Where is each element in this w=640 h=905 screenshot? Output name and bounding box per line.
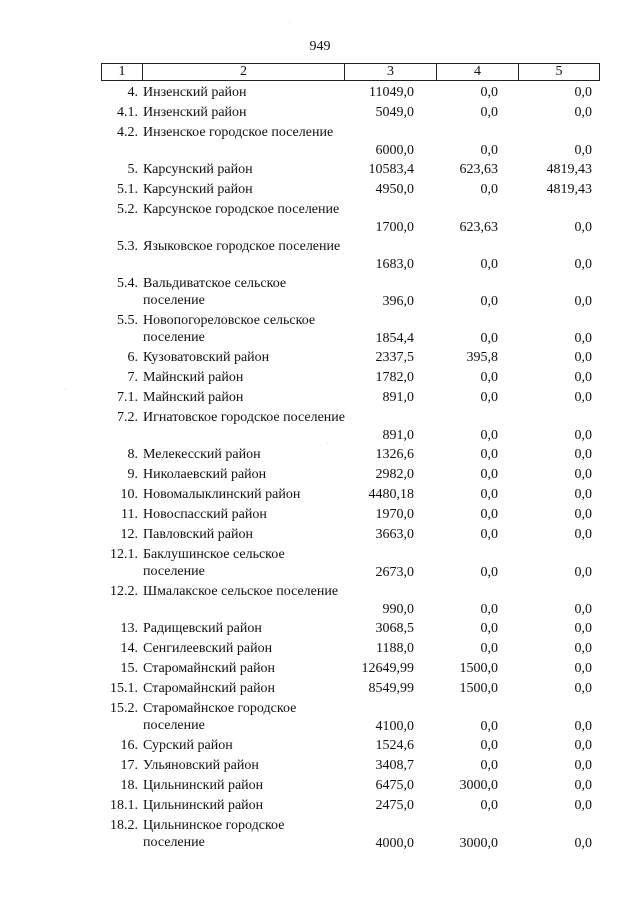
row-value-col5: 0,0	[574, 758, 592, 773]
header-col-2: 2	[143, 64, 345, 80]
row-name: Старомайнский район	[143, 661, 276, 676]
row-name: Николаевский район	[143, 467, 267, 482]
table-row	[0, 757, 640, 777]
row-value-col5: 0,0	[574, 565, 592, 580]
row-value-col5: 0,0	[574, 257, 592, 272]
row-value-col5: 0,0	[574, 507, 592, 522]
table-row	[0, 546, 640, 583]
row-number: 12.1.	[110, 547, 138, 562]
table-row	[0, 238, 640, 275]
row-name: Карсунское городское поселение	[143, 202, 340, 217]
row-value-col4: 1500,0	[459, 661, 498, 676]
row-value-col5: 0,0	[574, 798, 592, 813]
row-value-col3: 2475,0	[375, 798, 414, 813]
row-value-col3: 12649,99	[361, 661, 414, 676]
row-value-col3: 4000,0	[375, 836, 414, 851]
row-number: 9.	[127, 467, 138, 482]
table-row	[0, 84, 640, 104]
row-name: Инзенский район	[143, 105, 247, 120]
row-value-col3: 4950,0	[375, 182, 414, 197]
row-value-col3: 1970,0	[375, 507, 414, 522]
row-value-col4: 0,0	[480, 507, 498, 522]
row-number: 10.	[120, 487, 138, 502]
table-row	[0, 680, 640, 700]
row-value-col4: 0,0	[480, 182, 498, 197]
header-col-5: 5	[555, 64, 563, 79]
row-name: Сенгилеевский район	[143, 641, 273, 656]
row-value-col3: 1524,6	[375, 738, 414, 753]
table-row	[0, 275, 640, 312]
row-value-col3: 891,0	[382, 428, 414, 443]
row-value-col4: 0,0	[480, 257, 498, 272]
row-value-col5: 0,0	[574, 641, 592, 656]
table-row	[0, 526, 640, 546]
row-value-col4: 0,0	[480, 143, 498, 158]
row-name: Майнский район	[143, 390, 244, 405]
row-value-col5: 0,0	[574, 467, 592, 482]
table-row	[0, 201, 640, 238]
row-number: 5.5.	[117, 313, 138, 328]
row-value-col3: 2673,0	[375, 565, 414, 580]
row-name: Баклушинское сельское поселение	[143, 547, 285, 579]
table-row	[0, 700, 640, 737]
row-value-col3: 2982,0	[375, 467, 414, 482]
row-value-col5: 4819,43	[546, 162, 592, 177]
table-row	[0, 104, 640, 124]
row-value-col3: 3068,5	[375, 621, 414, 636]
row-value-col4: 1500,0	[459, 681, 498, 696]
row-number: 7.1.	[117, 390, 138, 405]
table-row	[0, 369, 640, 389]
row-value-col5: 0,0	[574, 331, 592, 346]
row-value-col3: 1700,0	[375, 220, 414, 235]
row-value-col3: 2337,5	[375, 350, 414, 365]
row-number: 5.	[127, 162, 138, 177]
row-value-col5: 0,0	[574, 836, 592, 851]
header-col-1: 1	[102, 64, 143, 80]
row-value-col4: 0,0	[480, 370, 498, 385]
table-row	[0, 312, 640, 349]
scan-speck: ·	[64, 387, 66, 393]
table-body	[0, 84, 640, 854]
row-value-col3: 10583,4	[368, 162, 414, 177]
row-name: Старомайнское городское поселение	[143, 701, 297, 733]
row-value-col5: 0,0	[574, 294, 592, 309]
row-value-col4: 0,0	[480, 85, 498, 100]
row-value-col4: 3000,0	[459, 778, 498, 793]
row-value-col5: 0,0	[574, 105, 592, 120]
table-header	[101, 63, 600, 81]
row-name: Карсунский район	[143, 182, 253, 197]
table-row	[0, 777, 640, 797]
row-name: Новоспасский район	[143, 507, 267, 522]
row-value-col4: 0,0	[480, 758, 498, 773]
row-name: Инзенский район	[143, 85, 247, 100]
row-value-col3: 1326,6	[375, 447, 414, 462]
row-name: Мелекесский район	[143, 447, 261, 462]
row-value-col3: 1782,0	[375, 370, 414, 385]
row-value-col5: 0,0	[574, 390, 592, 405]
row-value-col3: 1683,0	[375, 257, 414, 272]
row-name: Павловский район	[143, 527, 253, 542]
row-number: 18.2.	[110, 818, 138, 833]
row-value-col3: 6000,0	[375, 143, 414, 158]
table-row	[0, 620, 640, 640]
row-number: 7.	[127, 370, 138, 385]
row-value-col3: 3408,7	[375, 758, 414, 773]
row-value-col3: 6475,0	[375, 778, 414, 793]
row-name: Языковское городское поселение	[143, 239, 341, 254]
table-row	[0, 466, 640, 486]
row-value-col4: 395,8	[466, 350, 498, 365]
row-name: Новопогореловское сельское поселение	[143, 313, 316, 345]
row-name: Цильнинское городское поселение	[143, 818, 285, 850]
row-value-col3: 4480,18	[368, 487, 414, 502]
row-value-col5: 0,0	[574, 738, 592, 753]
row-value-col5: 0,0	[574, 370, 592, 385]
row-value-col3: 11049,0	[369, 85, 414, 100]
row-value-col4: 0,0	[480, 428, 498, 443]
row-value-col5: 0,0	[574, 447, 592, 462]
header-col-3: 3	[345, 64, 437, 80]
row-value-col4: 3000,0	[459, 836, 498, 851]
row-number: 12.	[120, 527, 138, 542]
row-number: 13.	[120, 621, 138, 636]
row-number: 5.1.	[117, 182, 138, 197]
row-number: 4.1.	[117, 105, 138, 120]
row-value-col4: 0,0	[480, 467, 498, 482]
row-value-col4: 0,0	[480, 621, 498, 636]
row-name: Инзенское городское поселение	[143, 125, 334, 140]
row-value-col5: 0,0	[574, 487, 592, 502]
row-name: Новомалыклинский район	[143, 487, 301, 502]
row-value-col4: 623,63	[459, 220, 498, 235]
row-value-col4: 623,63	[459, 162, 498, 177]
row-number: 15.	[120, 661, 138, 676]
table-row	[0, 349, 640, 369]
row-number: 18.1.	[110, 798, 138, 813]
row-value-col5: 0,0	[574, 85, 592, 100]
table-row	[0, 486, 640, 506]
table-row	[0, 161, 640, 181]
row-number: 14.	[120, 641, 138, 656]
row-number: 8.	[127, 447, 138, 462]
row-value-col4: 0,0	[480, 487, 498, 502]
row-value-col3: 4100,0	[375, 719, 414, 734]
row-value-col3: 990,0	[382, 602, 414, 617]
row-value-col5: 0,0	[574, 621, 592, 636]
table-row	[0, 583, 640, 620]
table-row	[0, 660, 640, 680]
row-name: Кузоватовский район	[143, 350, 270, 365]
row-value-col4: 0,0	[480, 294, 498, 309]
row-value-col4: 0,0	[480, 331, 498, 346]
row-number: 4.	[127, 85, 138, 100]
table-row	[0, 817, 640, 854]
table-row	[0, 737, 640, 757]
row-value-col5: 0,0	[574, 661, 592, 676]
header-col-4: 4	[437, 64, 519, 80]
scan-speck: ·	[326, 441, 328, 447]
row-name: Старомайнский район	[143, 681, 276, 696]
table-row	[0, 797, 640, 817]
table-row	[0, 124, 640, 161]
row-name: Шмалакское сельское поселение	[143, 584, 339, 599]
scan-speck: ·	[289, 20, 291, 26]
row-number: 18.	[120, 778, 138, 793]
row-number: 15.1.	[110, 681, 138, 696]
row-name: Ульяновский район	[143, 758, 259, 773]
row-value-col4: 0,0	[480, 641, 498, 656]
row-value-col4: 0,0	[480, 719, 498, 734]
row-value-col4: 0,0	[480, 798, 498, 813]
row-number: 5.2.	[117, 202, 138, 217]
row-value-col5: 4819,43	[546, 182, 592, 197]
table-row	[0, 409, 640, 446]
table-row	[0, 506, 640, 526]
page-number: 949	[309, 39, 331, 54]
row-name: Вальдиватское сельское поселение	[143, 276, 287, 308]
row-number: 16.	[120, 738, 138, 753]
row-value-col4: 0,0	[480, 602, 498, 617]
row-name: Карсунский район	[143, 162, 253, 177]
row-number: 6.	[127, 350, 138, 365]
row-name: Майнский район	[143, 370, 244, 385]
row-value-col4: 0,0	[480, 565, 498, 580]
row-value-col4: 0,0	[480, 105, 498, 120]
row-value-col4: 0,0	[480, 527, 498, 542]
row-value-col5: 0,0	[574, 143, 592, 158]
row-value-col5: 0,0	[574, 350, 592, 365]
row-value-col3: 396,0	[382, 294, 414, 309]
row-number: 11.	[121, 507, 138, 522]
row-value-col4: 0,0	[480, 447, 498, 462]
row-value-col5: 0,0	[574, 428, 592, 443]
row-value-col5: 0,0	[574, 681, 592, 696]
row-value-col4: 0,0	[480, 390, 498, 405]
row-value-col3: 3663,0	[375, 527, 414, 542]
row-value-col3: 1188,0	[376, 641, 414, 656]
row-number: 5.4.	[117, 276, 138, 291]
row-value-col5: 0,0	[574, 778, 592, 793]
row-value-col5: 0,0	[574, 527, 592, 542]
row-value-col3: 1854,4	[375, 331, 414, 346]
row-value-col3: 8549,99	[368, 681, 414, 696]
row-name: Игнатовское городское поселение	[143, 410, 345, 425]
table-row	[0, 446, 640, 466]
row-value-col5: 0,0	[574, 602, 592, 617]
row-number: 4.2.	[117, 125, 138, 140]
row-number: 7.2.	[117, 410, 138, 425]
row-value-col3: 891,0	[382, 390, 414, 405]
row-name: Цильнинский район	[143, 778, 264, 793]
row-number: 17.	[120, 758, 138, 773]
row-number: 5.3.	[117, 239, 138, 254]
row-value-col4: 0,0	[480, 738, 498, 753]
row-name: Радищевский район	[143, 621, 262, 636]
row-name: Сурский район	[143, 738, 233, 753]
row-name: Цильнинский район	[143, 798, 264, 813]
table-row	[0, 181, 640, 201]
row-value-col5: 0,0	[574, 220, 592, 235]
row-number: 12.2.	[110, 584, 138, 599]
row-value-col5: 0,0	[574, 719, 592, 734]
table-row	[0, 640, 640, 660]
row-number: 15.2.	[110, 701, 138, 716]
table-row	[0, 389, 640, 409]
row-value-col3: 5049,0	[375, 105, 414, 120]
